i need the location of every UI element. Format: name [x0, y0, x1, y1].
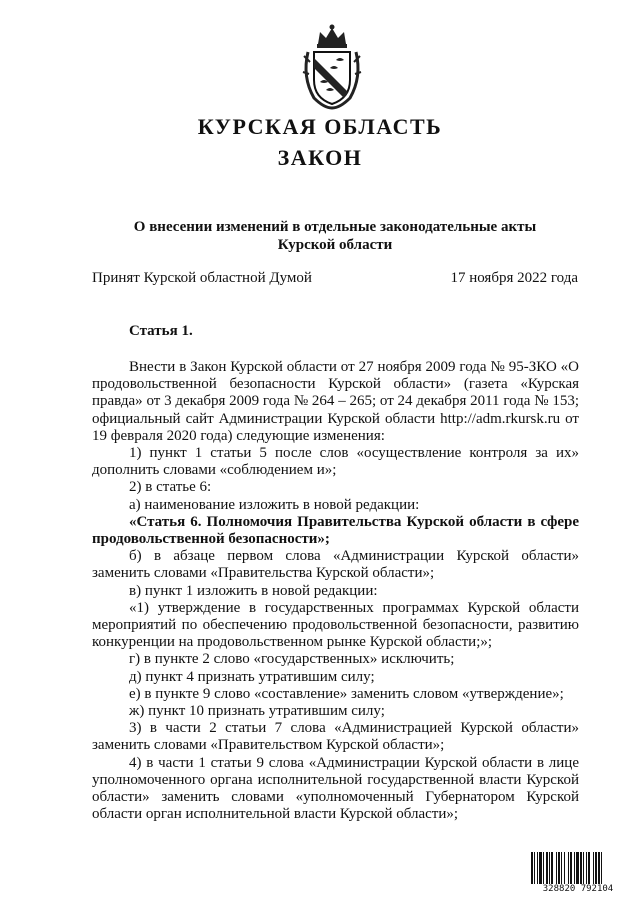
paragraph: а) наименование изложить в новой редакции:	[129, 496, 420, 513]
paragraph: ж) пункт 10 признать утратившим силу;	[129, 703, 385, 720]
paragraph: «1) утверждение в государственных программах Курской области мероприятий по обеспечению продовольственной безопасности, развитию конкуренции на продовольственном рынке Курской области;»;	[92, 599, 579, 651]
adopted-by: Принят Курской областной Думой	[92, 270, 312, 286]
law-subject-line-2: Курской области	[277, 237, 393, 253]
law-subject-line-1: О внесении изменений в отдельные законодательные акты	[133, 219, 537, 235]
paragraph: 3) в части 2 статьи 7 слова «Администрацией Курской области» заменить словами «Правительством Курской области»;	[92, 720, 579, 754]
kursk-coat-of-arms-icon	[300, 22, 364, 110]
barcode	[530, 852, 626, 896]
article-body	[92, 359, 579, 823]
adoption-date: 17 ноября 2022 года	[450, 270, 578, 286]
paragraph: д) пункт 4 признать утратившим силу;	[129, 668, 375, 685]
paragraph: в) пункт 1 изложить в новой редакции:	[129, 582, 378, 599]
paragraph: 2) в статье 6:	[129, 479, 212, 496]
article-heading: Статья 1.	[129, 323, 193, 339]
paragraph: е) в пункте 9 слово «составление» заменить словом «утверждение»;	[129, 685, 564, 702]
law-subject-title	[0, 218, 640, 254]
paragraph: б) в абзаце первом слова «Администрации Курской области» заменить словами «Правительства Курской области»;	[92, 548, 579, 582]
paragraph: Внести в Закон Курской области от 27 ноября 2009 года № 95-ЗКО «О продовольственной безопасности Курской области» (газета «Курская правда» от 3 декабря 2009 года № 264 – 265; от 24 декабря 2011 года № 153; официальный сайт Администрации Курской области http://adm.rkursk.ru от 19 февраля 2020 года) следующие изменения:	[92, 359, 579, 444]
paragraph: 1) пункт 1 статьи 5 после слов «осуществление контроля за их» дополнить словами «соблюдением и»;	[92, 445, 579, 479]
paragraph: г) в пункте 2 слово «государственных» исключить;	[129, 651, 455, 668]
region-title: КУРСКАЯ ОБЛАСТЬ	[197, 114, 443, 139]
paragraph-new-article-title: «Статья 6. Полномочия Правительства Курской области в сфере продовольственной безопасности»;	[92, 513, 579, 548]
barcode-number: 328820 792104	[542, 884, 614, 894]
barcode-bars	[530, 852, 626, 884]
document-type: ЗАКОН	[277, 145, 363, 170]
paragraph: 4) в части 1 статьи 9 слова «Администрации Курской области в лице уполномоченного органа исполнительной государственной власти Курской области» заменить словами «уполномоченный Губернатором Курской области орган исполнительной власти Курской области»;	[92, 754, 579, 823]
